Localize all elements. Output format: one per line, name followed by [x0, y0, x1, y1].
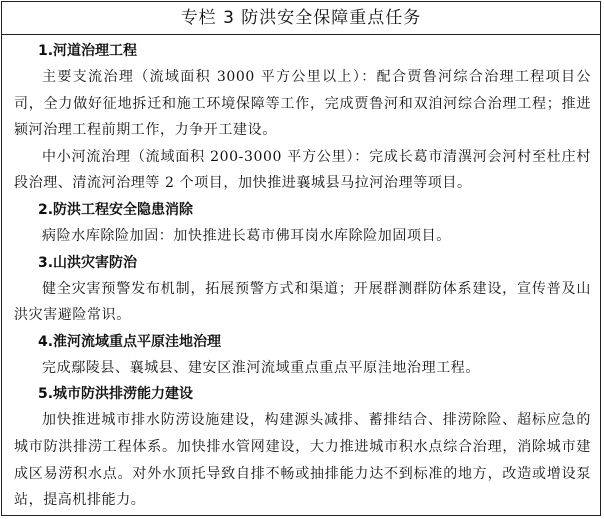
paragraph-urban-drainage: 加快推进城市排水防涝设施建设，构建源头减排、蓄排结合、排涝除险、超标应急的城市防洪排涝工程体系。加快排水管网建设，大力推进城市积水点综合治理，消除城市建成区易涝积水点。对外水顶托导致自排不畅或抽排能力达不到标准的地方，改造或增设泵站，提高机排能力。	[14, 412, 591, 509]
feature-box	[1, 1, 601, 516]
section-heading-hazard-elimination: 2.防洪工程安全隐患消除	[38, 201, 194, 218]
paragraph-plain-depression: 完成鄢陵县、襄城县、建安区淮河流域重点重点平原洼地治理工程。	[42, 359, 480, 376]
paragraph-reservoir-reinforcement: 病险水库除险加固：加快推进长葛市佛耳岗水库除险加固项目。	[42, 227, 451, 244]
section-heading-flash-flood: 3.山洪灾害防治	[38, 254, 138, 271]
section-heading-urban-drainage: 5.城市防洪排涝能力建设	[38, 386, 194, 403]
box-title: 专栏 3 防洪安全保障重点任务	[2, 2, 600, 35]
section-heading-river-management: 1.河道治理工程	[38, 43, 138, 59]
paragraph-flash-flood: 健全灾害预警发布机制，拓展预警方式和渠道；开展群测群防体系建设，宣传普及山洪灾害避险常识。	[14, 280, 591, 324]
paragraph-major-tributary: 主要支流治理（流域面积 3000 平方公里以上）：配合贾鲁河综合治理工程项目公司，全力做好征地拆迁和施工环境保障等工作，完成贾鲁河和双洎河综合治理工程；推进颍河治理工程前期工作，力争开工建设。	[14, 69, 591, 139]
box-content	[2, 35, 600, 514]
section-heading-plain-depression: 4.淮河流域重点平原洼地治理	[38, 333, 222, 350]
paragraph-small-river: 中小河流治理（流域面积 200-3000 平方公里）：完成长葛市清潩河会河村至杜庄村段治理、清流河治理等 2 个项目，加快推进襄城县马拉河治理等项目。	[14, 148, 591, 192]
